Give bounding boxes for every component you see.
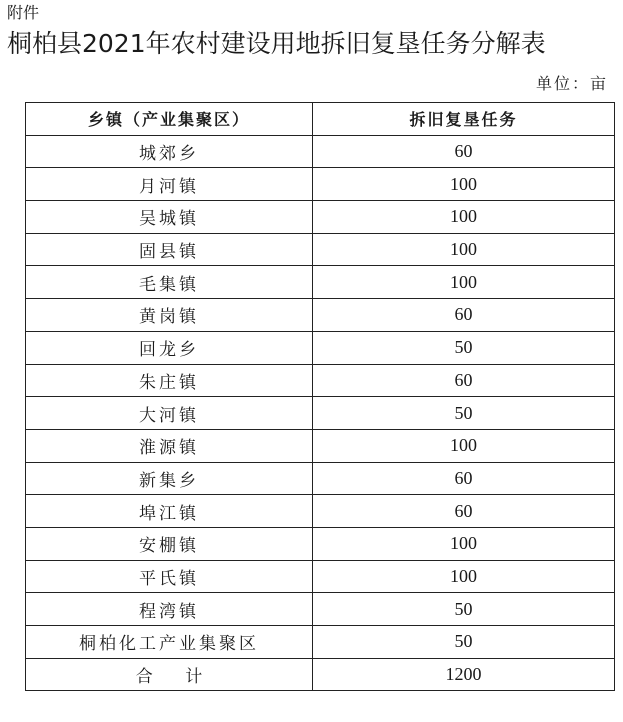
document-title: 桐柏县2021年农村建设用地拆旧复垦任务分解表 — [7, 29, 546, 58]
township-cell: 吴城镇 — [26, 201, 313, 234]
township-cell: 埠江镇 — [26, 495, 313, 528]
township-cell: 程湾镇 — [26, 593, 313, 626]
task-value-cell: 100 — [313, 429, 615, 462]
table-row — [26, 135, 615, 168]
table-row — [26, 331, 615, 364]
header-task: 拆旧复垦任务 — [313, 103, 615, 136]
table-row — [26, 593, 615, 626]
task-value-cell: 50 — [313, 626, 615, 659]
task-value-cell: 100 — [313, 560, 615, 593]
task-value-cell: 50 — [313, 397, 615, 430]
table-header-row — [26, 103, 615, 136]
table-row — [26, 168, 615, 201]
total-label: 合 计 — [135, 667, 203, 688]
table-row — [26, 429, 615, 462]
township-cell: 朱庄镇 — [26, 364, 313, 397]
task-value-cell: 60 — [313, 364, 615, 397]
township-cell: 淮源镇 — [26, 429, 313, 462]
total-row — [26, 658, 615, 691]
task-value-cell: 60 — [313, 462, 615, 495]
table-row — [26, 364, 615, 397]
task-value-cell: 60 — [313, 299, 615, 332]
table-row — [26, 560, 615, 593]
table-row — [26, 462, 615, 495]
township-cell: 毛集镇 — [26, 266, 313, 299]
task-value-cell: 60 — [313, 135, 615, 168]
table-row — [26, 397, 615, 430]
table-row — [26, 299, 615, 332]
township-cell: 回龙乡 — [26, 331, 313, 364]
township-cell: 城郊乡 — [26, 135, 313, 168]
total-value-cell: 1200 — [313, 658, 615, 691]
task-value-cell: 100 — [313, 233, 615, 266]
table-row — [26, 233, 615, 266]
township-cell: 黄岗镇 — [26, 299, 313, 332]
total-label-cell — [26, 658, 313, 691]
task-table — [25, 102, 615, 691]
township-cell: 固县镇 — [26, 233, 313, 266]
table-row — [26, 527, 615, 560]
table-row — [26, 201, 615, 234]
task-value-cell: 100 — [313, 266, 615, 299]
header-township: 乡镇（产业集聚区） — [26, 103, 313, 136]
task-value-cell: 50 — [313, 331, 615, 364]
attachment-label: 附件 — [7, 3, 40, 22]
task-value-cell: 60 — [313, 495, 615, 528]
task-value-cell: 50 — [313, 593, 615, 626]
township-cell: 大河镇 — [26, 397, 313, 430]
table-row — [26, 626, 615, 659]
township-cell: 平氏镇 — [26, 560, 313, 593]
township-cell: 新集乡 — [26, 462, 313, 495]
township-cell: 安棚镇 — [26, 527, 313, 560]
table-row — [26, 266, 615, 299]
township-cell: 桐柏化工产业集聚区 — [26, 626, 313, 659]
task-value-cell: 100 — [313, 201, 615, 234]
task-value-cell: 100 — [313, 527, 615, 560]
table-row — [26, 495, 615, 528]
unit-label: 单位：亩 — [535, 74, 608, 93]
task-value-cell: 100 — [313, 168, 615, 201]
township-cell: 月河镇 — [26, 168, 313, 201]
